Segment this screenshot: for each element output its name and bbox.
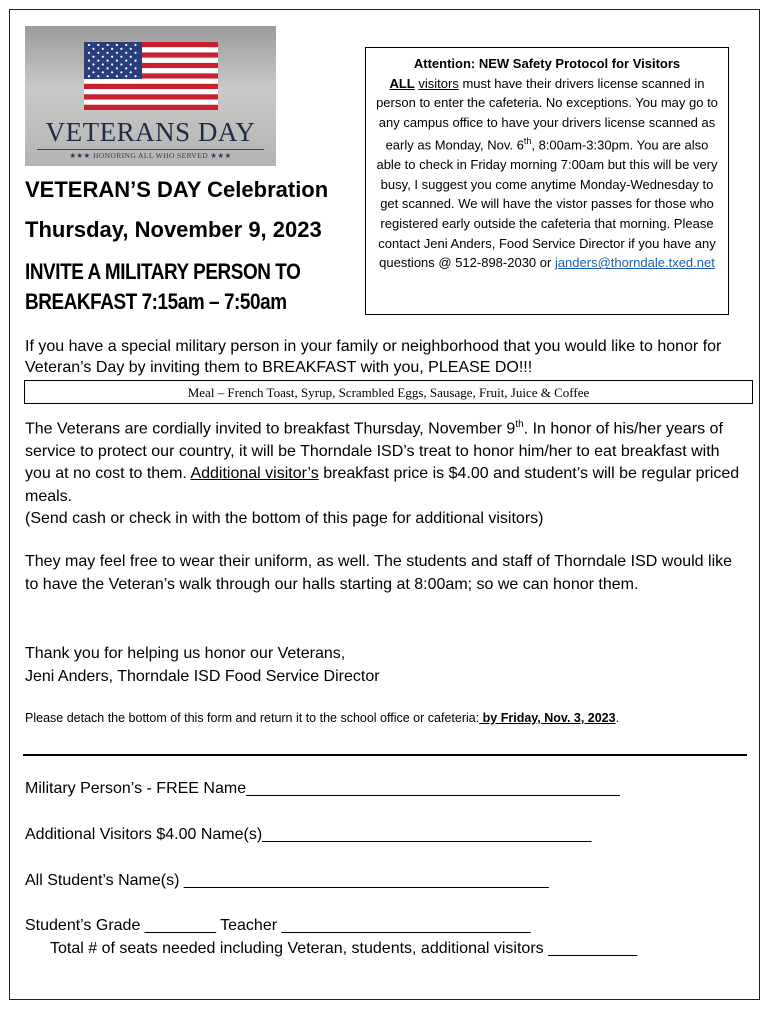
flag-stripe <box>84 94 218 99</box>
student-grade-teacher-field[interactable]: Student’s Grade ________ Teacher ____________________________ <box>25 917 531 934</box>
flag-star <box>111 71 113 73</box>
flag-star <box>97 75 99 77</box>
flag-star <box>88 44 90 46</box>
invite-heading <box>25 257 300 317</box>
flag-star <box>92 71 94 73</box>
notice-text-1: must have their drivers license scanned in person to enter the cafeteria. No exceptions. You may go to any campus office to have your drivers license scanned as early as Monday, Nov. 6 <box>376 75 718 153</box>
veterans-day-banner <box>25 26 276 166</box>
flag-star <box>125 75 127 77</box>
flag-star <box>97 44 99 46</box>
american-flag-icon <box>84 42 218 110</box>
flag-star <box>116 52 118 54</box>
flag-star <box>107 52 109 54</box>
p1-text-d: (Send cash or check in with the bottom of this page for additional visitors) <box>25 510 544 528</box>
flag-star <box>102 63 104 65</box>
flag-stripe <box>84 105 218 110</box>
flag-star <box>111 56 113 58</box>
invitation-paragraph <box>25 414 747 531</box>
notice-text-2: , 8:00am-3:30pm. You are also able to check in Friday morning 7:00am but this will be very busy, I suggest you come anytime Monday-Wednesday to get scanned. We will have the vistor passes for those who registered early outside the cafeteria that morning. Please contact Jeni Anders, Food Service Director if you have any questions @ 512-898-2030 or <box>376 137 718 271</box>
p1-text-b: . In honor of his/her years of service to protect our country, it will be Thorndale ISD’s treat to honor him/her to eat breakfast with you at no cost to them. <box>25 420 723 483</box>
flag-star <box>134 60 136 62</box>
notice-body <box>372 74 722 273</box>
flag-star <box>97 52 99 54</box>
flag-star <box>130 71 132 73</box>
safety-protocol-notice <box>365 47 729 315</box>
detach-deadline: by Friday, Nov. 3, 2023 <box>479 711 616 725</box>
flag-star <box>107 60 109 62</box>
detach-text: Please detach the bottom of this form and return it to the school office or cafeteria: <box>25 711 480 725</box>
banner-title: VETERANS DAY <box>45 117 256 147</box>
notice-all: ALL <box>389 75 415 91</box>
flag-star <box>116 75 118 77</box>
p1-sup: th <box>515 419 524 430</box>
signature-block <box>25 643 747 688</box>
flag-star <box>134 75 136 77</box>
notice-heading: Attention: NEW Safety Protocol for Visitors <box>413 56 681 71</box>
thanks-line: Thank you for helping us honor our Veterans, <box>25 645 346 662</box>
flag-star <box>97 60 99 62</box>
flag-star <box>130 56 132 58</box>
event-date: Thursday, November 9, 2023 <box>25 217 322 242</box>
additional-visitors-name-field[interactable]: Additional Visitors $4.00 Name(s)_____________________________________ <box>25 826 592 843</box>
flag-star <box>111 63 113 65</box>
flag-star <box>107 44 109 46</box>
flag-star <box>107 67 109 69</box>
student-names-field[interactable]: All Student’s Name(s) _________________________________________ <box>25 872 549 889</box>
flag-star <box>97 67 99 69</box>
flag-star <box>130 48 132 50</box>
p1-text-c: breakfast price is $4.00 and student’s will be regular priced meals. <box>25 465 740 505</box>
total-seats-field[interactable]: Total # of seats needed including Veteran, students, additional visitors __________ <box>50 940 638 957</box>
flag-star <box>134 44 136 46</box>
flag-star <box>92 56 94 58</box>
flag-star <box>125 44 127 46</box>
flag-star <box>102 56 104 58</box>
flag-star <box>134 67 136 69</box>
flag-stripe <box>84 79 218 84</box>
flag-star <box>92 48 94 50</box>
meal-menu: Meal – French Toast, Syrup, Scrambled Eggs, Sausage, Fruit, Juice & Coffee <box>24 380 753 404</box>
detach-instructions <box>25 711 619 725</box>
email-link[interactable]: janders@thorndale.txed.net <box>554 255 715 271</box>
flag-stripe <box>84 84 218 89</box>
flag-stripe <box>84 100 218 105</box>
flag-star <box>134 52 136 54</box>
flag-star <box>116 60 118 62</box>
event-title: VETERAN’S DAY Celebration <box>25 177 329 202</box>
notice-visitors: visitors <box>418 75 459 91</box>
flag-star <box>125 60 127 62</box>
flag-star <box>120 56 122 58</box>
flag-star <box>120 63 122 65</box>
flag-star <box>88 75 90 77</box>
flag-star <box>125 67 127 69</box>
flag-star <box>88 60 90 62</box>
detach-line <box>23 754 747 756</box>
uniform-paragraph: They may feel free to wear their uniform, as well. The students and staff of Thorndale ISD would like to have the Veteran’s walk through our halls starting at 8:00am; so we can honor them. <box>25 553 733 593</box>
flag-star <box>130 63 132 65</box>
p1-text-a: The Veterans are cordially invited to breakfast Thursday, November 9 <box>25 420 516 438</box>
flag-star <box>102 48 104 50</box>
flag-star <box>107 75 109 77</box>
intro-text: If you have a special military person in your family or neighborhood that you would like to honor for Veteran’s Day by inviting them to BREAKFAST with you, PLEASE DO!!! <box>25 338 722 376</box>
flag-star <box>125 52 127 54</box>
flag-star <box>120 71 122 73</box>
invite-line-1: INVITE A MILITARY PERSON TO <box>25 259 301 284</box>
notice-sup: th <box>523 136 532 147</box>
flag-star <box>111 48 113 50</box>
flag-star <box>88 67 90 69</box>
flag-star <box>116 44 118 46</box>
flag-star <box>102 71 104 73</box>
flag-star <box>92 63 94 65</box>
p1-underlined: Additional visitor’s <box>190 465 319 483</box>
flag-star <box>116 67 118 69</box>
banner-divider <box>37 149 264 150</box>
invite-line-2: BREAKFAST 7:15am – 7:50am <box>25 289 287 314</box>
military-person-name-field[interactable]: Military Person’s - FREE Name__________________________________________ <box>25 780 620 797</box>
signature-line: Jeni Anders, Thorndale ISD Food Service Director <box>25 667 380 685</box>
detach-end: . <box>615 711 620 725</box>
flag-star <box>88 52 90 54</box>
banner-subtitle: ★★★ HONORING ALL WHO SERVED ★★★ <box>69 151 232 160</box>
flag-stripe <box>84 89 218 94</box>
flag-star <box>120 48 122 50</box>
